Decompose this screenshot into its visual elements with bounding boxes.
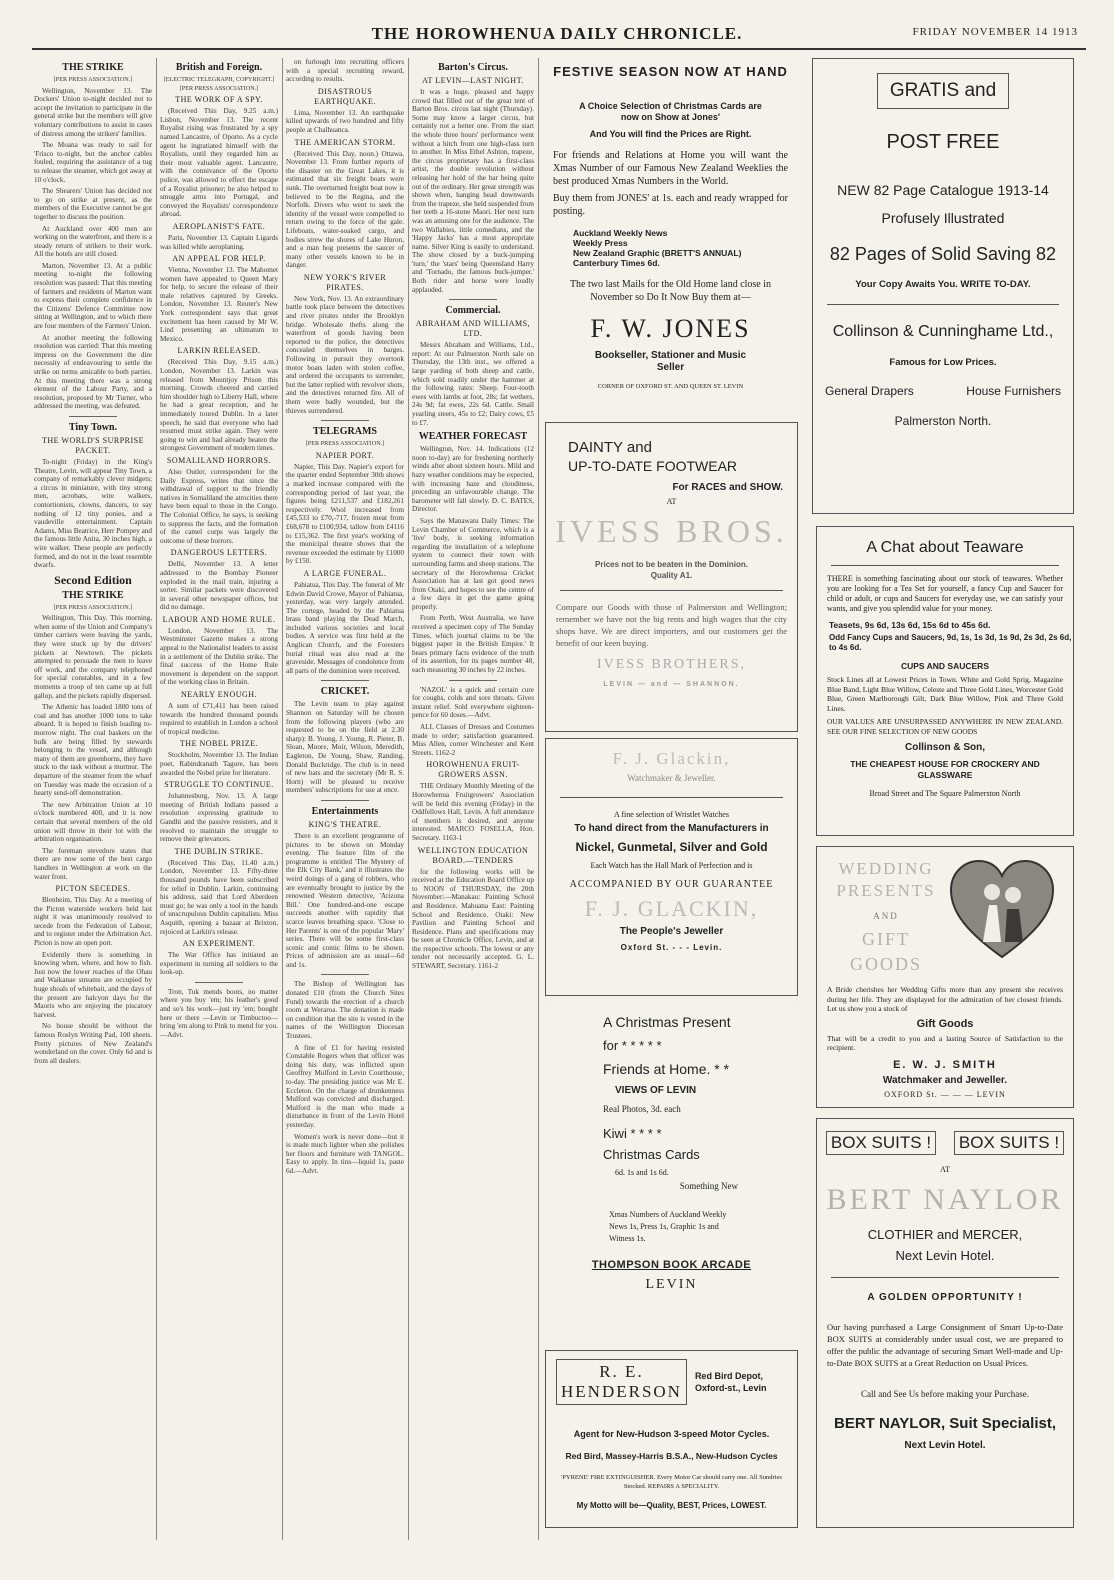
ad-text: Quality A1.: [650, 571, 693, 580]
article-paragraph: Messrs Abraham and Williams, Ltd., report: At our Palmerston North sale on Thursday, the 13th inst., we offered a large yarding of both sheep and cattle, which sold readily under the hammer at the following rates: Sheep. Four-tooth ewes with lambs at foot, 28s; fat wethers, 24s 9d; fat ewes, 22s 6d. Cattle. Small yearling steers, 45s to £2; Dairy cows, £5 to £7.: [412, 341, 534, 427]
article-paragraph: The Shearers' Union has decided not to go on strike at present, as the members of the Executive cannot be got together to discuss the position.: [34, 187, 152, 221]
ad-text: GRATIS and: [877, 73, 1009, 109]
article-paragraph: A sum of £71,411 has been raised towards the hundred thousand pounds required to establish in London a school of tropical medicine.: [160, 702, 278, 736]
ad-text: AT: [940, 1165, 950, 1174]
article-paragraph: The Bishop of Wellington has donated £10 (from the Church Sites Fund) towards the erection of a church room at Weraroa. The donation is made on condition that the site is vested in the names of the Wellington Diocesan Trustees.: [286, 980, 404, 1041]
ad-text: Profusely Illustrated: [881, 210, 1005, 226]
headline-tiny-town: Tiny Town.: [68, 421, 118, 433]
headline-the-strike: THE STRIKE: [62, 62, 124, 73]
ad-text: PRESENTS: [836, 881, 936, 900]
article-paragraph: Vienna, November 13. The Mahomet women have appealed to Queen Mary for help, to secure the release of their male relatives captured by Greeks. London, November 13. Reuter's New York correspondent says that great excitement has been caused by Mr W. Lind presenting an ultimatum to Mexico.: [160, 266, 278, 343]
article-paragraph: At Auckland over 400 men are working on the waterfront, and there is a steady return of strikers to their work. All the hotels are still closed.: [34, 224, 152, 259]
ad-text: IVESS BROTHERS,: [596, 657, 747, 672]
ad-text: DAINTY and: [568, 439, 652, 456]
advert-paragraph: THE Ordinary Monthly Meeting of the Horowhenua Fruitgrowers' Association will be held this evening (Friday) in the Oddfellows Hall, Levin. A full attendance of members is desired, and anyone interested. MARCO FOSELLA, Hon. Secretary. 1163-1: [412, 782, 534, 842]
ad-ivess-name: IVESS BROS.: [555, 513, 788, 549]
ad-text: GIFT: [862, 929, 910, 949]
article-paragraph: Marton, November 13. At a public meeting to-night the following resolution was passed: That this meeting of farmers and residents of Marton want to express their complete confidence in the Citizens' Defence Committee now sitting at Wellington, and to which there are four members of the Farmers' Union.: [34, 261, 152, 331]
ad-text: Buy them from JONES' at 1s. each and ready wrapped for posting.: [553, 193, 788, 217]
ad-text: F. J. Glackin,: [612, 749, 731, 768]
ad-text: Collinson & Son,: [905, 742, 985, 753]
subhead: THE WORK OF A SPY.: [175, 95, 263, 105]
article-paragraph: At another meeting the following resolution was carried: That this meeting impress on the Government the dire necessity of endeavouring to settle the strike on terms amicable to both parties. At this meeting there was a strong element of the Labour Party, and a resolution, proposed by Mr Turner, who addressed the meeting, was defeated.: [34, 333, 152, 411]
ad-text: CORNER OF OXFORD ST. AND QUEEN ST. LEVIN: [597, 383, 744, 390]
article-paragraph: The new Arbitration Union at 10 o'clock numbered 400, and it is now certain that several members of the old union will throw in their lot with the arbitration organisation.: [34, 800, 152, 844]
ad-text: The People's Jeweller: [619, 926, 724, 937]
ad-text: THE CHEAPEST HOUSE FOR CROCKERY AND GLASSWARE: [850, 759, 1040, 780]
ad-text: CLOTHIER and MERCER,: [867, 1227, 1023, 1242]
ad-text: Gift Goods: [916, 1017, 974, 1030]
advert-paragraph: Tron, Tuk mends boots, no matter where you buy 'em; his leather's good and so's his work—just try 'em; bought here or there —Levin or Timbuctoo—bring 'em along to Pink to mend for you.—Advt.: [160, 987, 278, 1039]
ad-text: A Christmas Present: [603, 1014, 731, 1030]
article-paragraph: The Moana was ready to sail for 'Frisco to-night, but the anchor cables fouled, requiring the assistance of a tug to release the steamer, which got away at 10 o'clock.: [34, 141, 152, 184]
ad-text: Friends at Home. * *: [603, 1061, 730, 1077]
ad-text: And You will find the Prices are Right.: [589, 129, 752, 139]
article-paragraph: Wellington, Nov. 14. Indications (12 noon to-day) are for freshening northerly winds after about sixteen hours. Mild and hazy weather conditions may be expected, with increasing haze and cloudiness, preceding an unfavourable change. The barometer will fall slowly. D. C. BATES, Director.: [412, 445, 534, 514]
ad-henderson: [545, 1350, 798, 1528]
headline-british-foreign: British and Foreign.: [175, 62, 263, 73]
article-paragraph: No house should be without the famous Roslyn Writing Pad, 100 sheets. Pretty pictures of New Zealand's wonderland on the cover. Only 6d and is from all dealers.: [34, 1022, 152, 1065]
divider: [321, 800, 368, 801]
ad-text: Christmas Cards: [603, 1147, 700, 1162]
subhead: AN APPEAL FOR HELP.: [172, 254, 266, 264]
ad-text: Stock Lines all at Lowest Prices in Town. White and Gold Sprig, Magazine Blue Band, Light Blue Willow, Celeste and Three Gold Lines, Worcester Gold Blue, Green Marlborough Gilt, Dark Blue Willow, Pink and Three Gold Lines.: [827, 675, 1063, 713]
headline-the-strike-2: THE STRIKE: [62, 589, 124, 601]
ad-text: BOX SUITS !: [954, 1131, 1064, 1155]
article-paragraph: (Received This Day, 11.40 a.m.) London, November 13. Fifty-three thousand pounds have been subscribed for relief in Dublin. Larkin, continuing his address, said that Lord Aberdeen must go; he was only a tool in the hands of unscrupulous Dublin capitalists. Miss Asquith, opening a bazaar at Brixton, rejoiced at Larkin's release.: [160, 858, 278, 936]
ad-festive-head: FESTIVE SEASON NOW AT HAND: [553, 64, 788, 79]
article-paragraph: Delhi, November 13. A letter addressed to the Bombay Pioneer exploded in the mail train, injuring a sorter. Similar packets were discovered in several other newspaper offices, but did no damage.: [160, 560, 278, 612]
subhead: NAPIER PORT.: [315, 450, 375, 460]
ad-text: VIEWS OF LEVIN: [615, 1085, 697, 1096]
ad-text: BERT NAYLOR, Suit Specialist,: [834, 1415, 1056, 1432]
article-paragraph: There is an excellent programme of pictures to be shown on Monday evening. The feature film of the programme is entitled 'The Mystery of the Elk City Bank,' and it illustrates the weird doings of a gang of robbers, who are eventually brought to justice by the renowned Western detective, 'Arizona Bill.' One hundred-and-one escape succeeds another with rapidity that scarce leaves breathing space. 'Close to Her Parents' is one of the popular 'Mary' series. There will be some first-class scenic and comic films to be shown. Prices of admission are as usual—6d and 1s.: [286, 831, 404, 969]
ad-text: Each Watch has the Hall Mark of Perfection and is: [590, 861, 753, 870]
masthead: [0, 0, 1114, 46]
ad-text: R. E. HENDERSON: [556, 1359, 687, 1405]
ad-text: That will be a credit to you and a lasting Source of Satisfaction to the recipient.: [827, 1033, 1063, 1052]
column-1: [34, 58, 152, 1540]
ad-text: Odd Fancy Cups and Saucers, 9d, 1s, 1s 3d, 1s 9d, 2s 3d, 2s 6d, to 4s 6d.: [829, 633, 1072, 652]
article-paragraph: A fine of £1 for having resisted Constable Rogers when that officer was doing his duty, was inflicted upon Geoffrey Mulford in Levin Courthouse, to-day. The presiding justice was Mr E. Eccleton. On the charge of drunkenness Mulford was convicted and discharged. Mulford is the man who made a disturbance in front of the Levin Hotel yesterday.: [286, 1043, 404, 1129]
ad-text: Next Levin Hotel.: [895, 1248, 995, 1263]
divider: [827, 304, 1059, 305]
divider: [321, 680, 368, 681]
byline: [PER PRESS ASSOCIATION.]: [53, 603, 133, 611]
ad-text: For RACES and SHOW.: [672, 482, 783, 493]
subhead: STRUGGLE TO CONTINUE.: [164, 780, 274, 790]
column-2: [160, 58, 278, 1540]
issue-date: FRIDAY NOVEMBER 14 1913: [912, 26, 1078, 38]
ad-text: Weekly Press: [573, 238, 628, 248]
divider: [449, 299, 498, 300]
article-paragraph: Johannesburg, Nov. 13. A large meeting of British Indians passed a resolution expressing gratitude to Gandhi and the passive resisters, and it resolved to maintain the struggle to remove their grievances.: [160, 792, 278, 844]
ad-text: Compare our Goods with those of Palmerston and Wellington; remember we have not the big rents and high wages that the city shops have. We are direct importers, and our customers get the benefit of our keen buying.: [556, 602, 787, 648]
ad-glackin: [545, 738, 798, 996]
ad-text: A Chat about Teaware: [866, 539, 1024, 556]
subhead: THE AMERICAN STORM.: [294, 137, 396, 147]
ad-text: General Drapers: [825, 384, 914, 398]
subhead: WELLINGTON EDUCATION BOARD.—TENDERS: [417, 845, 529, 865]
article-paragraph: Wellington, This Day. This morning, when some of the Union and Company's timber carriers were leaving the yards, they were stuck up by the drivers' pickets at Newtown. The pickets attempted to persuade the men to leave off work, and the company telephoned for special constables, and in a few moments a troop of ten came up at full gallop, and the pickets rapidly dispersed.: [34, 614, 152, 700]
ad-text: THOMPSON BOOK ARCADE: [591, 1259, 752, 1271]
article-paragraph: London, November 13. The Westminster Gazette makes a strong appeal to the Nationalist leaders to assist in a settlement of the Dublin strike. The final success of the Home Rule movement is dependent on the support of the working class in Britain.: [160, 626, 278, 687]
ad-text: Collinson & Cunninghame Ltd.,: [832, 323, 1054, 340]
ad-text: Red Bird, Massey-Harris B.S.A., New-Hudson Cycles: [565, 1451, 778, 1461]
ad-box-suits-row: [817, 1131, 1073, 1155]
ad-text: 6d. 1s and 1s 6d.: [615, 1168, 669, 1177]
ad-text: OUR VALUES ARE UNSURPASSED ANYWHERE IN NEW ZEALAND. SEE OUR FINE SELECTION OF NEW GOODS: [827, 717, 1063, 736]
subhead: LARKIN RELEASED.: [177, 346, 261, 356]
ad-text: ACCOMPANIED BY OUR GUARANTEE: [569, 879, 774, 890]
subhead: NEARLY ENOUGH.: [180, 690, 258, 700]
article-paragraph: Paris, November 13. Captain Ligards was killed while aeroplaning.: [160, 233, 278, 251]
article-paragraph: Wellington, November 13. The Dockers' Union to-night decided not to accept the invitation to participate in the general strike but the members will give voluntary contributions to assist in cases of distress among the strikers' families.: [34, 86, 152, 138]
ad-text: Teasets, 9s 6d, 13s 6d, 15s 6d to 45s 6d.: [829, 620, 991, 630]
article-paragraph: The Athenic has loaded 1800 tons of coal and has another 1000 tons to take aboard. It is hoped to finish loading to-morrow night. The coal baskets on the hulk are being filled by stewards belonging to the vessel, and although many of them are greenhorns, they have stuck to the task without a murmur. The departure of the steamer from the wharf on Tuesday was made the occasion of a hearty send-off demonstration.: [34, 703, 152, 798]
ad-text: Prices not to be beaten in the Dominion.: [595, 560, 748, 569]
subhead: HOROWHENUA FRUIT-GROWERS ASSN.: [426, 760, 520, 780]
ad-bert-name: BERT NAYLOR: [826, 1183, 1064, 1216]
divider: [831, 1277, 1059, 1278]
subhead: AN EXPERIMENT.: [182, 939, 256, 949]
subhead: DANGEROUS LETTERS.: [170, 548, 268, 558]
column-4: [412, 58, 534, 1540]
ad-collinson-cunninghame: [812, 58, 1074, 514]
ad-text: New Zealand Graphic (BRETT'S ANNUAL): [573, 248, 742, 258]
subhead: THE WORLD'S SURPRISE PACKET.: [42, 435, 144, 455]
article-paragraph: Napier, This Day. Napier's export for the quarter ended September 30th shows a marked increase compared with the corresponding period of last year, the figures being £211,537 and £182,261 respectively. Wool increased from £45,533 to £70,-717, frozen meat from £68,678 to £100,934, tallow from £4116 to £15,362. The first year's working of the municipal theatre shows that the revenue exceeded the estimate by £1000 by £150.: [286, 462, 404, 566]
advert-paragraph: for the following works will be received at the Education Board Office up to NOON of THURSDAY, the 20th November:—Manakau: Painting School and Residence. Mahuana East: Painting School and Residence. Otaki: New Pavilion and Painting School and Residence. Plans and specifications may be seen at Chronicle Office, Levin, and at the respective schools. The lowest or any tender not necessarily accepted. G. L. STEWART, Secretary. 1161-2: [412, 867, 534, 971]
divider: [321, 974, 368, 975]
article-paragraph: To-night (Friday) in the King's Theatre, Levin, will appear Tiny Town, a company of remarkably clever midgets; a circus in miniature, with tiny strong men, acrobats, wire walkers, contortionists, clowns, dancers, to say nothing of 12 tiny ponies, and a vaudeville entertainment. Captain Adams, Miss Beatrice, Herr Pompey and the famous little Anita, 30 inches high, a wire walker. These people are perfectly formed, and do not in the least resemble dwarfs.: [34, 457, 152, 570]
ad-wedding-block: [831, 859, 941, 975]
ad-text: House Furnishers: [966, 384, 1061, 398]
divider: [449, 680, 498, 681]
article-paragraph: It was a huge, pleased and happy crowd that filled out of the great tent of Barton Bros. circus last night (Thursday). Some may know a larger circus, but certainly not a better one. From the start the whole three hours' performance went without a hitch from one high-class turn to another. In Miss Ethel Ashton, trapeze, the circus proprietary has a first-class artist, the double revolution without releasing her hold of the bar being quite out of the ordinary. Her great strength was shown when, hanging head downwards from the trapeze, she held suspended from her teeth a 16-stone Maori. Her next turn was an amusing one for the audience. The two Wallabies, little comedians, and the 'Happy Jacks' has a most appropriate name. Silver King is easily to understand. The show closed by a buck-jumping 'turn,' the 'stars' being Queensland Harry and 'Tornado, the famous buck-jumper.' Both rider and horse were loudly applauded.: [412, 88, 534, 294]
advert-paragraph: Women's work is never done—but it is made much lighter when she polishes her floors and furniture with TANGOL. Easy to apply. In tins—liquid 1s, paste 6d.—Advt.: [286, 1132, 404, 1175]
ad-text: Something New: [679, 1181, 738, 1191]
article-paragraph: Lima, November 13. An earthquake killed upwards of two hundred and fifty people at Chalhuanca.: [286, 108, 404, 134]
ad-text: Palmerston North.: [894, 414, 992, 428]
ad-text: A Bride cherishes her Wedding Gifts more than any present she receives during her life. They are displayed for the admiration of her closest friends. Let us show you a stock of: [827, 985, 1063, 1013]
subhead: DISASTROUS EARTHQUAKE.: [314, 86, 376, 106]
ad-text: THERE is something fascinating about our stock of teawares. Whether you are looking for a Tea Set for yourself, a fancy Cup and Saucer for child or adult, or cups and Saucers for everyday use, we can satisfy your wants, and give you splendid value for your money.: [827, 574, 1063, 613]
subhead: AEROPLANIST'S FATE.: [172, 221, 266, 231]
ad-henderson-header: [556, 1359, 787, 1405]
heart-couple-icon: [947, 857, 1057, 967]
newspaper-title: THE HOROWHENUA DAILY CHRONICLE.: [371, 24, 743, 43]
byline: [ELECTRIC TELEGRAPH, COPYRIGHT.] [PER PRESS ASSOCIATION.]: [163, 76, 275, 92]
ad-text: LEVIN: [645, 1277, 698, 1292]
ad-text: CUPS AND SAUCERS: [900, 661, 989, 671]
ad-text: Kiwi * * * *: [603, 1126, 662, 1141]
ad-text: GOODS: [849, 954, 922, 974]
divider: [69, 416, 116, 417]
ad-text: AT: [666, 497, 677, 506]
article-paragraph: Also Outler, correspondent for the Daily Express, writes that since the withdrawal of support to the friendly natives in Somaliland the atrocities there have been equal to those in the Congo. The Colonial Office, he says, is seeking to suppress the facts, and the formation of the camel corps was largely the outcome of these horrors.: [160, 467, 278, 545]
ad-text: Next Levin Hotel.: [904, 1440, 986, 1451]
article-paragraph: Pahiatua, This Day. The funeral of Mr Edwin David Crowe, Mayor of Pahiatua, yesterday, was very largely attended. The cortege, headed by the Pahiatua brass band playing the Dead March, included various societies and local bodies. A service was first held at the Anglican Church, and the Foresters burial ritual was also read at the graveside. Messages of condolence from all parts of the dominion were received.: [286, 580, 404, 675]
article-paragraph: From Perth, West Australia, we have received a specimen copy of The Sunday Times, which journal claims to be 'the biggest paper in the British Empire.' It bears primary facts evidence of the truth of its assertion, for its pages number 48, each measuring 30 inches by 22 inches.: [412, 614, 534, 675]
subhead: SOMALILAND HORRORS.: [166, 455, 272, 465]
ad-text: 'PYRENE' FIRE EXTINGUISHER. Every Motor Car should carry one. All Sundries Stocked. REPAIRS A SPECIALITY.: [561, 1474, 782, 1490]
ad-text: A GOLDEN OPPORTUNITY !: [867, 1292, 1023, 1303]
ad-text: LEVIN — and — SHANNON.: [603, 681, 740, 688]
ad-text: Oxford St. - - - Levin.: [620, 943, 723, 952]
ad-ewj-smith: [816, 846, 1074, 1108]
masthead-rule: [32, 48, 1086, 50]
ad-text: Xmas Numbers of Auckland Weekly News 1s, Press 1s, Graphic 1s and Witness 1s.: [609, 1210, 727, 1243]
ad-text: Watchmaker and Jeweller.: [882, 1074, 1008, 1086]
ad-text: POST FREE: [886, 131, 1000, 153]
ad-thompson-arcade: [545, 1004, 798, 1344]
headline-cricket: CRICKET.: [320, 686, 370, 698]
ad-text: Red Bird Depot, Oxford-st., Levin: [694, 1371, 767, 1393]
article-paragraph: The Levin team to play against Shannon on Saturday will be chosen from the following players (who are requested to be on the field at 2.30 sharp): B. Young, J. Young, R. Pieter, B. Sloan, Moore, Moir, Wilson, Meredith, Eagleton, De Young, Shaw, Randing, Donald Buckridge. The club is in need of new bats and the secretary (Mr R. S. Horn) will be pleased to receive members' subscriptions for use at once.: [286, 700, 404, 795]
ad-text: for * * * * *: [603, 1038, 662, 1053]
ad-text: Our having purchased a Large Consignment of Smart Up-to-Date BOX SUITS at considerably under usual cost, we are prepared to offer the public the advantage of securing Smart Well-made and Up-to-Date BOX SUITS at a Great Reduction on Usual Prices.: [827, 1322, 1063, 1368]
ad-text: The two last Mails for the Old Home land close in November so Do It Now Buy them at—: [569, 279, 772, 303]
article-paragraph: Blenheim, This Day. At a meeting of the Picton waterside workers held last night it was unanimously resolved to secede from the Federation of Labour, and to register under the Arbitration Act. Picton is now an open port.: [34, 896, 152, 948]
byline: [PER PRESS ASSOCIATION.]: [53, 76, 133, 83]
ad-jones: [543, 58, 798, 416]
ad-text: Real Photos, 3d. each: [603, 1104, 681, 1114]
subhead: THE NOBEL PRIZE.: [179, 739, 259, 749]
article-paragraph: The War Office has initiated an experiment in turning all soldiers to the look-up.: [160, 951, 278, 977]
ad-bert-naylor: [816, 1118, 1074, 1528]
column-rule: [282, 58, 283, 1540]
ad-text: E. W. J. SMITH: [893, 1058, 997, 1071]
ad-text: AND: [873, 911, 899, 921]
column-3: [286, 58, 404, 1540]
divider: [321, 420, 368, 421]
subhead: KING'S THEATRE.: [308, 819, 382, 829]
headline-bartons-circus: Barton's Circus.: [438, 62, 508, 73]
article-paragraph: (Received This Day, 9.15 a.m.) London, November 13. Larkin was released from Mountjoy Prison this morning. Crowds cheered and carried him shoulder high to Liberty Hall, where he had a great reception, and he immediately toured Dublin. In a later speech, he said that everyone who had resumed must strike again. They were going to win and had already beaten the strongest Government of modern times.: [160, 358, 278, 453]
headline-picton: PICTON SECEDES.: [55, 884, 131, 894]
ad-drapers-row: [813, 384, 1073, 398]
ad-text: A fine selection of Wristlet Watches: [614, 810, 729, 819]
headline-telegrams: TELEGRAMS: [313, 426, 377, 438]
ad-text: Bookseller, Stationer and Music Seller: [594, 350, 747, 373]
headline-weather: WEATHER FORECAST: [418, 431, 528, 443]
headline-entertainments: Entertainments: [311, 805, 379, 817]
ad-collinson-son: [816, 526, 1074, 836]
column-rule: [408, 58, 409, 1540]
ad-text: Canterbury Times 6d.: [573, 258, 660, 268]
ad-text: My Motto will be—Quality, BEST, Prices, LOWEST.: [576, 1501, 767, 1510]
ad-papers-list: [573, 228, 798, 268]
article-paragraph: Evidently there is something in knowing when, where, and how to fish. Just now the lower reaches of the Ohau and Waikanae streams are occupied by huge shoals of whitebait, and the days of the present are halcyon days for the Maoris who are enjoying the piscatory harvest.: [34, 950, 152, 1019]
ad-text: UP-TO-DATE FOOTWEAR: [568, 458, 738, 474]
advert-paragraph: 'NAZOL' is a quick and certain cure for coughs, colds and sore throats. Gives instant relief. Sold everywhere eighteen-pence for 60 doses.—Advt.: [412, 685, 534, 720]
subhead: NEW YORK'S RIVER PIRATES.: [303, 272, 387, 292]
ad-text: 82 Pages of Solid Saving 82: [829, 244, 1057, 264]
article-paragraph: Says the Manawatu Daily Times: The Levin Chamber of Commerce, which is a 'live' body, is seeking information regarding the installation of a telephone system to connect their town with surrounding farms and sheep stations. The secretary of the Horowhenua Cricket Association has at last got good news from Otaki, and hopes to see the centre of a few days in get the game going properly.: [412, 516, 534, 611]
headline-commercial: Commercial.: [445, 305, 501, 317]
ad-text: NEW 82 Page Catalogue 1913-14: [837, 182, 1049, 198]
ad-text: OXFORD St. — — — LEVIN: [884, 1089, 1006, 1099]
divider: [560, 797, 783, 798]
byline: [PER PRESS ASSOCIATION.]: [305, 440, 385, 448]
article-paragraph: New York, Nov. 13. An extraordinary battle took place between the detectives and river pirates under the Brooklyn bridge. Wholesale thefts along the waterfront of goods having been reported to the police, the detectives concealed themselves in barges. Following in pursuit they overtook motor boats laden with stolen coffee, and ordered the occupants to surrender, but the latter replied with revolver shots, and the detectives returned fire. All of them were badly wounded, but the thieves surrendered.: [286, 294, 404, 415]
divider: [560, 590, 783, 591]
subhead: THE DUBLIN STRIKE.: [174, 846, 264, 856]
article-paragraph: (Received This Day, 9.25 a.m.) Lisbon, November 13. The recent Royalist rising was frustrated by a spy named Lancastre, of Oporto. As a cycle agent he ingratiated himself with the Royalists, until they regarded him as their most valuable agent. Lancastre, with the connivance of the Oporto police, was allowed to effect the escape of a Royalist prisoner; he also helped to smuggle arms into Portugal, and conveyed the Royalists' correspondence abroad.: [160, 107, 278, 219]
ad-text: A Choice Selection of Christmas Cards are now on Show at Jones': [579, 101, 762, 122]
ad-text: Famous for Low Prices.: [889, 357, 997, 368]
subhead: AT LEVIN—LAST NIGHT.: [422, 76, 524, 85]
article-paragraph: on furlough into recruiting officers with a special recruiting reward, according to results.: [286, 58, 404, 84]
divider: [195, 982, 242, 983]
ad-text: F. J. GLACKIN,: [584, 896, 759, 921]
ad-text: WEDDING: [838, 859, 934, 878]
article-paragraph: (Received This Day, noon.) Ottawa, November 13. From further reports of the disaster on the Great Lakes, it is estimated that six freight boats were sunk. The overturned freight boat now is believed to be the Regina, and the Norfolk. Divers who went to seek the identity of the vessel were compelled to return owing to the force of the gale. Lifeboats, water-soaked cargo, and bodies strew the shores of Lake Huron, and a man hog presents the saucer of many other vessels known to be in danger.: [286, 149, 404, 270]
column-rule: [156, 58, 157, 1540]
ad-ivess-bros: [545, 422, 798, 732]
headline-second-edition: Second Edition: [54, 572, 132, 587]
ad-text: For friends and Relations at Home you will want the Xmas Number of our Famous New Zealand Weeklies the best produced Xmas Numbers in the World.: [553, 150, 788, 187]
ad-text: Your Copy Awaits You. WRITE TO-DAY.: [855, 279, 1031, 290]
advert-paragraph: ALL Classes of Dresses and Costumes made to order; satisfaction guaranteed. Miss Allen, corner Winchester and Kent Streets. 1162-2: [412, 723, 534, 757]
column-rule: [538, 58, 539, 1540]
ad-text: BOX SUITS !: [826, 1131, 936, 1155]
subhead: A LARGE FUNERAL.: [303, 568, 387, 578]
ad-text: To hand direct from the Manufacturers in: [574, 823, 769, 834]
subhead: LABOUR AND HOME RULE.: [162, 614, 276, 624]
article-paragraph: The foreman stevedore states that there are now some of the best cargo handlers in Wellington at work on the water front.: [34, 846, 152, 881]
ad-text: Watchmaker & Jeweller.: [627, 773, 716, 783]
ad-text: Call and See Us before making your Purchase.: [861, 1389, 1029, 1399]
article-paragraph: Stockholm, November 13. The Indian poet, Rabindranath Tagore, has been awarded the Nobel prize for literature.: [160, 751, 278, 777]
ad-jones-name: F. W. JONES: [590, 314, 751, 343]
ad-text: Agent for New-Hudson 3-speed Motor Cycles.: [573, 1429, 770, 1439]
ad-text: Auckland Weekly News: [573, 228, 668, 238]
subhead: ABRAHAM AND WILLIAMS, LTD.: [415, 319, 531, 339]
divider: [831, 565, 1059, 566]
ad-text: Nickel, Gunmetal, Silver and Gold: [575, 840, 768, 854]
ad-text: Broad Street and The Square Palmerston North: [869, 789, 1021, 798]
